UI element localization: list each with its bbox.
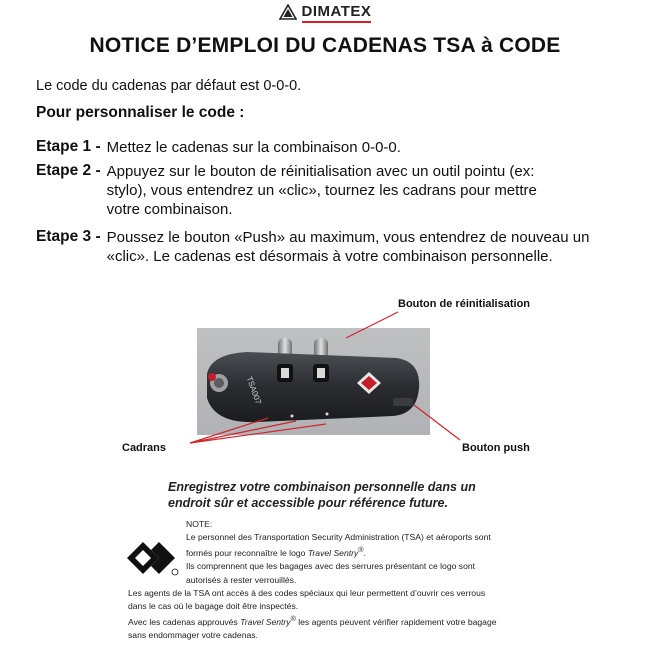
step-label: Etape 1 - <box>36 138 101 155</box>
step-label: Etape 2 - <box>36 162 101 179</box>
register-note-line: Enregistrez votre combinaison personnelle dans un <box>168 480 476 494</box>
step-label: Etape 3 - <box>36 228 101 245</box>
note-line: Le personnel des Transportation Security Administration (TSA) et aéroports sont <box>186 532 491 543</box>
step-text: Mettez le cadenas sur la combinaison 0-0-0. <box>106 139 401 156</box>
travel-sentry-name: Travel Sentry <box>307 548 359 559</box>
step-2 <box>36 162 636 219</box>
register-note <box>168 479 476 511</box>
note-line: Avec les cadenas approuvés Travel Sentry® les agents peuvent vérifier rapidement votre bagage <box>128 615 497 628</box>
step-1 <box>36 138 636 157</box>
tsa-note <box>128 518 528 643</box>
step-text: Poussez le bouton «Push» au maximum, vous entendrez de nouveau un «clic». Le cadenas est désormais à votre combinaison personnelle. <box>106 229 590 265</box>
note-line: formés pour reconnaître le logo Travel Sentry®. <box>186 546 366 559</box>
step-text: Appuyez sur le bouton de réinitialisation avec un outil pointu (ex: stylo), vous entendrez un «clic», tournez les cadrans pour mettre votre combinaison. <box>106 163 537 218</box>
note-line: Les agents de la TSA ont accès à des codes spéciaux qui leur permettent d’ouvrir ces verrous <box>128 587 486 598</box>
note-line: Ils comprennent que les bagages avec des serrures présentant ce logo sont <box>186 561 476 572</box>
reset-button-callout: Bouton de réinitialisation <box>398 298 531 310</box>
travel-sentry-name: Travel Sentry <box>240 617 291 628</box>
tsa-lock-illustration <box>197 328 430 435</box>
warning-triangle-icon <box>279 4 297 20</box>
lock-photo <box>197 328 430 435</box>
note-line: sans endommager votre cadenas. <box>128 630 258 641</box>
register-note-line: endroit sûr et accessible pour référence future. <box>168 496 448 510</box>
dials-callout: Cadrans <box>122 442 167 454</box>
customize-heading: Pour personnaliser le code : <box>36 104 245 121</box>
default-code-text: Le code du cadenas par défaut est 0-0-0. <box>36 78 302 94</box>
push-button-callout: Bouton push <box>462 442 530 454</box>
note-line: dans le cas où le bagage doit être inspectés. <box>128 601 299 612</box>
lock-engraving: TSA007 <box>244 375 263 406</box>
brand-name: DIMATEX <box>301 3 372 20</box>
brand-header <box>0 3 650 23</box>
note-line: autorisés à rester verrouillés. <box>186 574 297 585</box>
page-title: NOTICE D’EMPLOI DU CADENAS TSA à CODE <box>89 34 561 57</box>
note-heading: NOTE: <box>186 519 213 529</box>
step-3 <box>36 228 636 266</box>
